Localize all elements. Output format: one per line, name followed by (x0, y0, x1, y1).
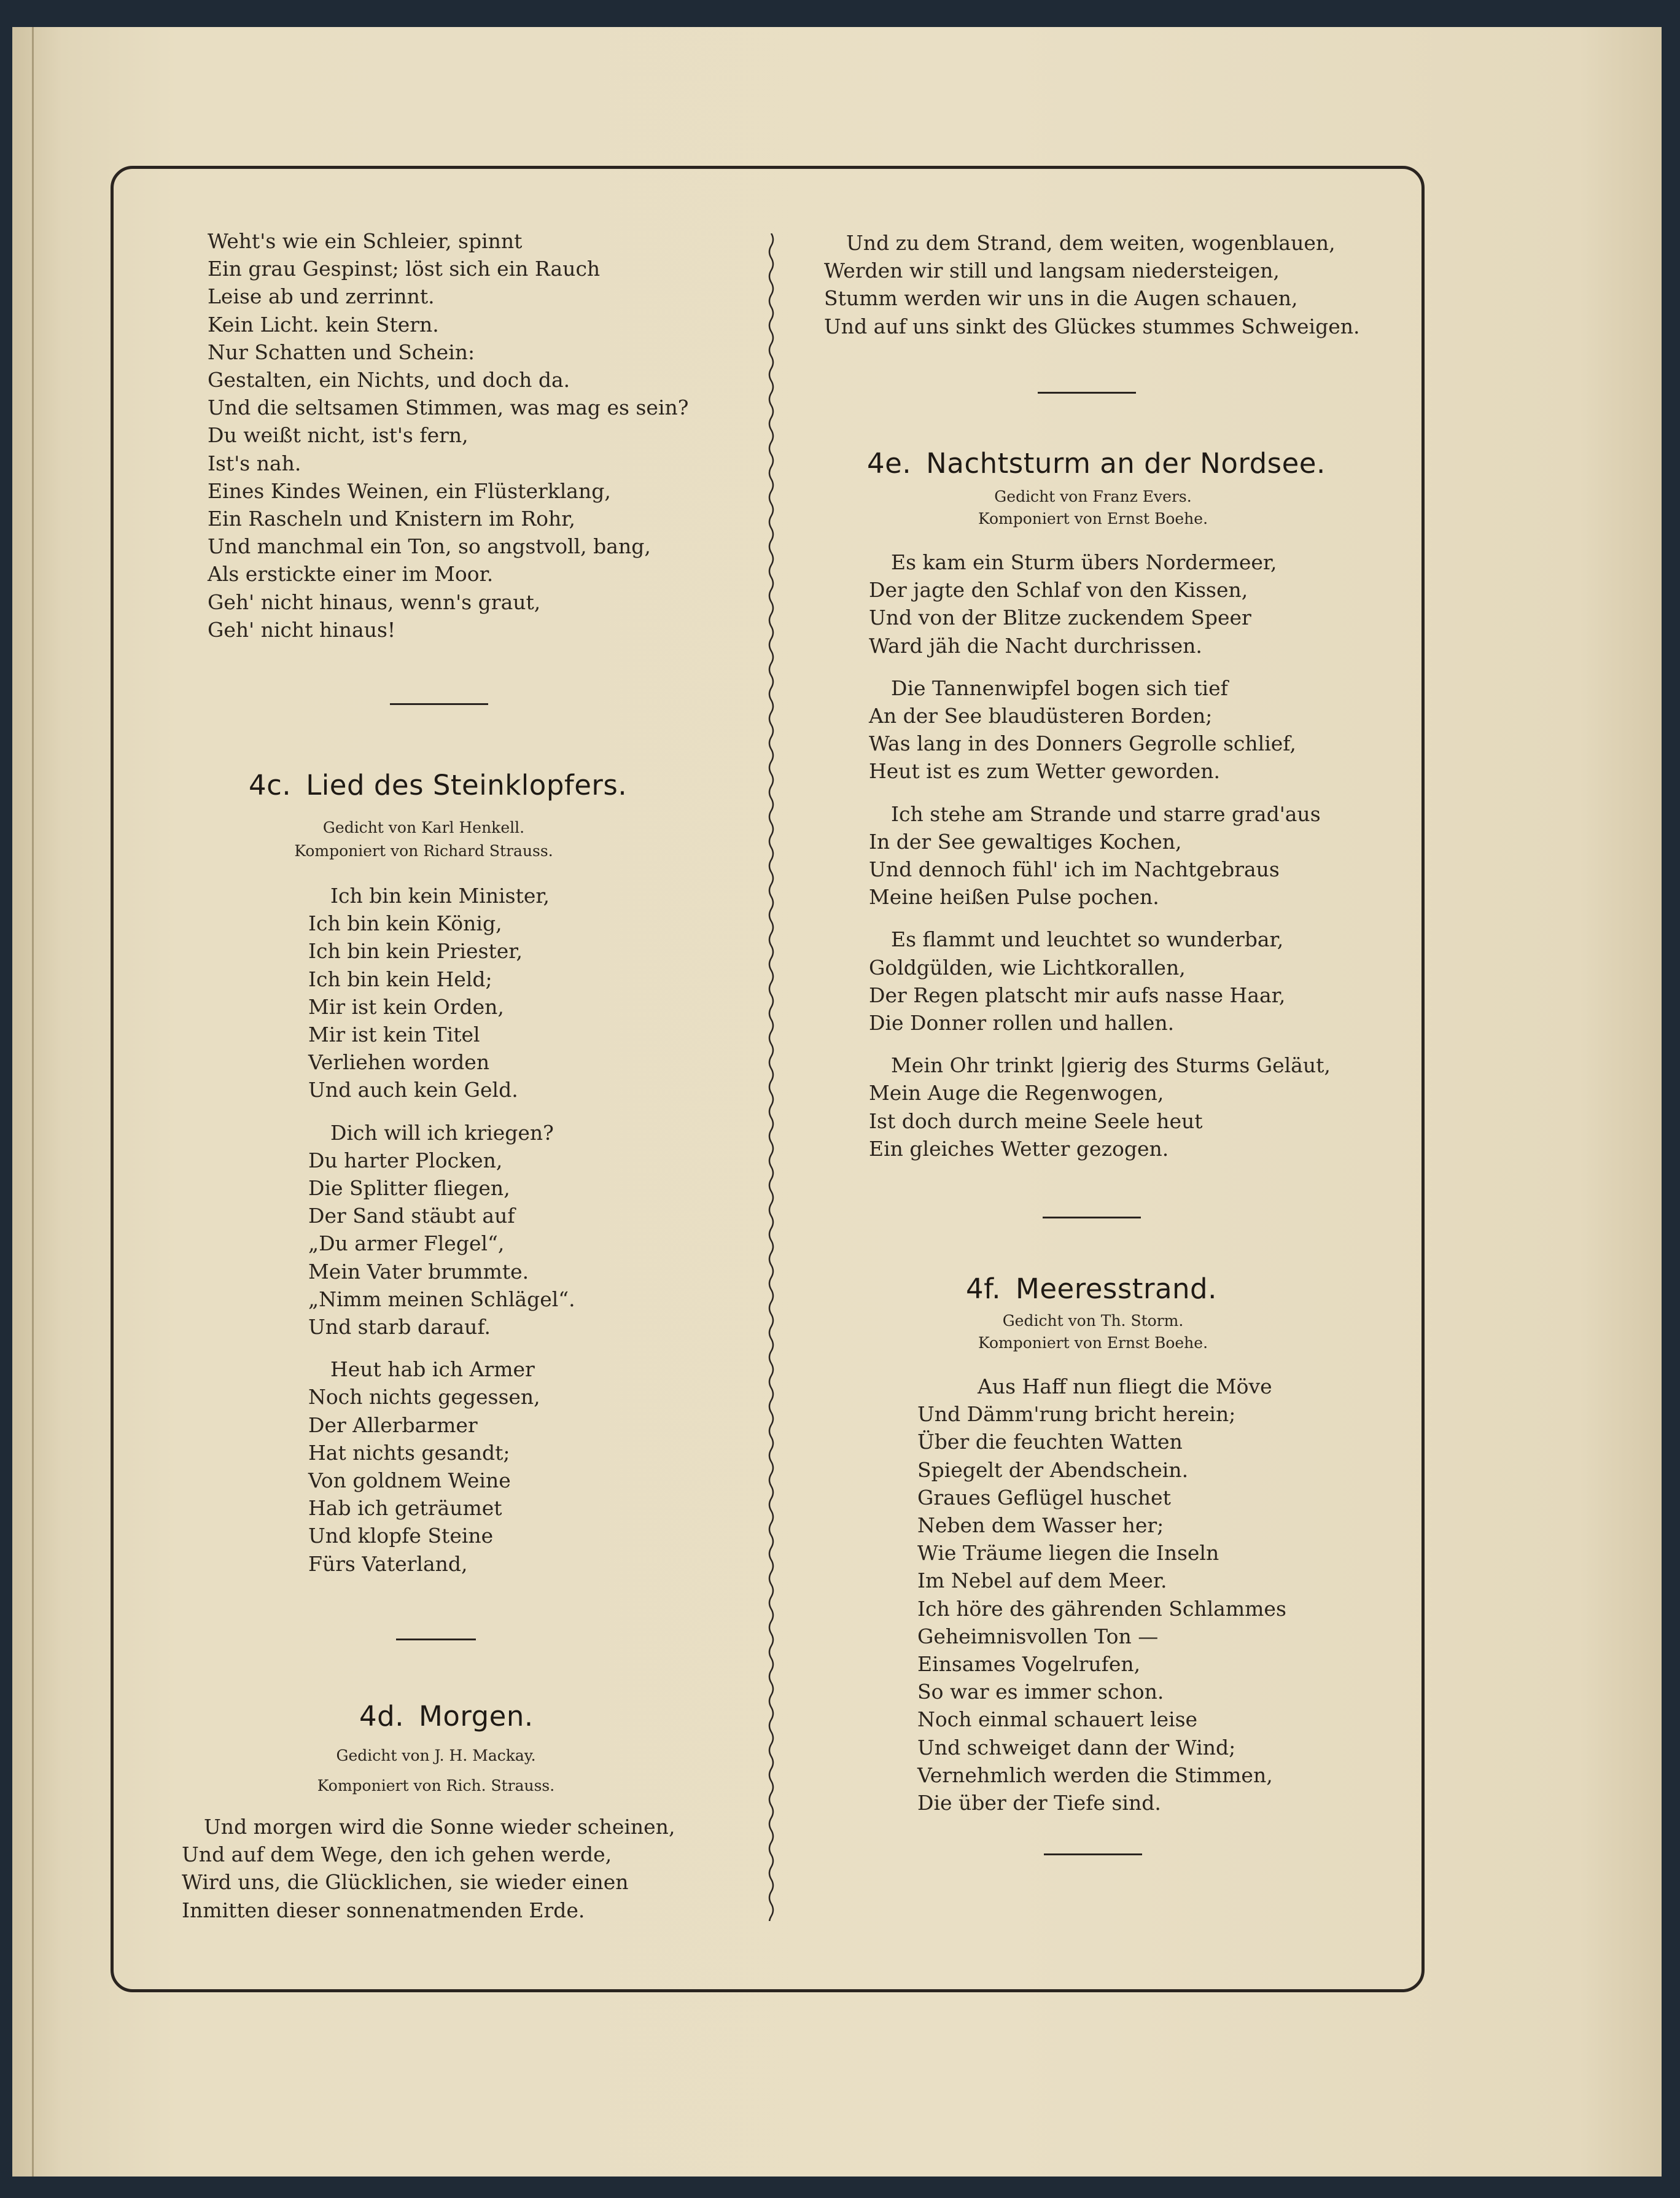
poem-line: Und schweiget dann der Wind; (917, 1735, 1236, 1760)
poem-credit: Gedicht von Th. Storm. (1002, 1312, 1184, 1330)
poem-line: Mir ist kein Orden, (308, 994, 504, 1019)
poem-line: „Du armer Flegel“, (308, 1231, 505, 1256)
poem-credit: Gedicht von Franz Evers. (994, 488, 1192, 505)
poem-line: Mein Vater brummte. (308, 1259, 529, 1284)
stanza (869, 800, 1331, 911)
poem-line: Ich bin kein Held; (308, 967, 492, 991)
poem-line: Kein Licht. kein Stern. (208, 312, 439, 337)
poem-line: Spiegelt der Abendschein. (917, 1457, 1189, 1482)
song-4d-text (182, 1813, 675, 1924)
poem-line: Noch einmal schauert leise (917, 1707, 1198, 1732)
poem-line: Inmitten dieser sonnenatmenden Erde. (182, 1898, 585, 1922)
right-continuation (824, 229, 1359, 340)
poem-line: Eines Kindes Weinen, ein Flüsterklang, (208, 478, 611, 503)
stanza (869, 926, 1331, 1037)
stanza (869, 674, 1331, 785)
poem-line: Ein grau Gespinst; löst sich ein Rauch (208, 257, 601, 281)
poem-line: Und die seltsamen Stimmen, was mag es sein? (208, 396, 689, 420)
poem-line: Ich höre des gährenden Schlammes (917, 1596, 1286, 1621)
poem-line: Der Allerbarmer (308, 1413, 478, 1437)
song-title: Meeresstrand. (1016, 1272, 1217, 1305)
song-number: 4e. (867, 447, 912, 480)
poem-line: So war es immer schon. (917, 1680, 1164, 1704)
song-4e-text (869, 548, 1331, 1177)
section-rule (1044, 1853, 1142, 1855)
composer-credit: Komponiert von Richard Strauss. (294, 842, 553, 860)
poem-line: Geheimnisvollen Ton — (917, 1624, 1159, 1648)
poem-line: Der Sand stäubt auf (308, 1204, 515, 1228)
song-number: 4d. (359, 1700, 404, 1732)
stanza (308, 882, 575, 1104)
stanza (308, 1355, 575, 1578)
poem-line: Du harter Plocken, (308, 1148, 503, 1172)
poem-line: „Nimm meinen Schlägel“. (308, 1287, 575, 1311)
poem-line: Es kam ein Sturm übers Nordermeer, (891, 550, 1277, 574)
stanza (869, 1051, 1331, 1163)
poem-line: Und klopfe Steine (308, 1524, 494, 1548)
poem-line: Ich bin kein Priester, (308, 939, 523, 964)
poem-line: Ward jäh die Nacht durchrissen. (869, 633, 1202, 658)
poem-credit: Gedicht von J. H. Mackay. (336, 1747, 536, 1764)
stanza (308, 1119, 575, 1341)
poem-line: Von goldnem Weine (308, 1468, 511, 1493)
poem-line: Geh' nicht hinaus, wenn's graut, (208, 590, 541, 614)
poem-line: Ein gleiches Wetter gezogen. (869, 1136, 1169, 1161)
poem-line: Verliehen worden (308, 1050, 490, 1075)
poem-line: Leise ab und zerrinnt. (208, 284, 435, 309)
poem-line: Hab ich geträumet (308, 1496, 502, 1521)
poem-line: Hat nichts gesandt; (308, 1440, 510, 1465)
poem-line: Goldgülden, wie Lichtkorallen, (869, 955, 1186, 980)
song-heading-4c (249, 769, 627, 801)
poem-line: Der jagte den Schlaf von den Kissen, (869, 578, 1248, 602)
poem-line: Graues Geflügel huschet (917, 1485, 1171, 1510)
poem-line: Die Donner rollen und hallen. (869, 1011, 1175, 1035)
poem-line: Und dennoch fühl' ich im Nachtgebraus (869, 857, 1280, 882)
section-rule (390, 703, 488, 705)
poem-line: Ich bin kein König, (308, 911, 502, 936)
stanza (869, 548, 1331, 660)
poem-line: Heut ist es zum Wetter geworden. (869, 759, 1220, 784)
poem-credit: Gedicht von Karl Henkell. (322, 819, 525, 836)
poem-line: Ich bin kein Minister, (330, 884, 550, 908)
song-title: Nachtsturm an der Nordsee. (926, 447, 1326, 480)
song-4f-text (917, 1373, 1286, 1817)
poem-line: Mein Auge die Regenwogen, (869, 1081, 1164, 1105)
composer-credit: Komponiert von Ernst Boehe. (978, 1334, 1208, 1352)
poem-line: Ist doch durch meine Seele heut (869, 1109, 1203, 1133)
song-heading-4f (966, 1272, 1217, 1305)
poem-line: Mir ist kein Titel (308, 1023, 480, 1047)
poem-line: Vernehmlich werden die Stimmen, (917, 1763, 1273, 1787)
section-rule (1038, 392, 1136, 394)
poem-line: Und starb darauf. (308, 1315, 491, 1339)
poem-line: Fürs Vaterland, (308, 1551, 468, 1576)
poem-line: Ich stehe am Strande und starre grad'aus (891, 801, 1321, 826)
song-title: Lied des Steinklopfers. (306, 769, 628, 801)
binding-edge (32, 27, 34, 2177)
poem-line: An der See blaudüsteren Borden; (869, 704, 1213, 728)
poem-line: Und auch kein Geld. (308, 1078, 518, 1102)
poem-line: In der See gewaltiges Kochen, (869, 829, 1182, 854)
poem-line: Ein Rascheln und Knistern im Rohr, (208, 507, 575, 531)
poem-line: Weht's wie ein Schleier, spinnt (208, 229, 523, 253)
poem-line: Es flammt und leuchtet so wunderbar, (891, 927, 1284, 952)
poem-line: Und manchmal ein Ton, so angstvoll, bang, (208, 534, 651, 559)
poem-line: Dich will ich kriegen? (330, 1120, 554, 1145)
poem-line: Und von der Blitze zuckendem Speer (869, 606, 1251, 630)
song-number: 4f. (966, 1272, 1001, 1305)
poem-line: Aus Haff nun fliegt die Möve (978, 1374, 1272, 1398)
poem-line: Nur Schatten und Schein: (208, 340, 475, 364)
poem-line: Meine heißen Pulse pochen. (869, 885, 1159, 910)
poem-line: Einsames Vogelrufen, (917, 1652, 1141, 1677)
column-divider (765, 233, 777, 1921)
poem-line: Du weißt nicht, ist's fern, (208, 423, 469, 448)
song-4c-text (308, 882, 575, 1592)
poem-line: Gestalten, ein Nichts, und doch da. (208, 368, 570, 392)
poem-line: Und Dämm'rung bricht herein; (917, 1402, 1236, 1427)
poem-line: Die Tannenwipfel bogen sich tief (891, 676, 1228, 700)
poem-line: Ist's nah. (208, 451, 301, 475)
poem-line: Und zu dem Strand, dem weiten, wogenblauen, (846, 231, 1336, 255)
poem-line: Die über der Tiefe sind. (917, 1791, 1161, 1815)
poem-line: Über die feuchten Watten (917, 1430, 1183, 1454)
poem-line: Heut hab ich Armer (330, 1357, 535, 1382)
poem-line: Was lang in des Donners Gegrolle schlief, (869, 731, 1296, 756)
section-rule (396, 1639, 476, 1640)
left-continuation (208, 227, 688, 644)
song-title: Morgen. (419, 1700, 534, 1732)
poem-line: Geh' nicht hinaus! (208, 617, 396, 642)
poem-line: Und morgen wird die Sonne wieder scheinen, (204, 1815, 675, 1839)
poem-line: Wird uns, die Glücklichen, sie wieder einen (182, 1870, 629, 1895)
song-heading-4d (359, 1700, 534, 1732)
song-number: 4c. (249, 769, 292, 801)
poem-line: Wie Träume liegen die Inseln (917, 1541, 1219, 1565)
section-rule (1043, 1217, 1141, 1218)
song-heading-4e (867, 447, 1326, 480)
poem-line: Werden wir still und langsam niedersteigen, (824, 259, 1280, 283)
poem-line: Stumm werden wir uns in die Augen schauen, (824, 286, 1298, 311)
poem-line: Im Nebel auf dem Meer. (917, 1569, 1167, 1593)
poem-line: Mein Ohr trinkt |gierig des Sturms Geläut, (891, 1053, 1331, 1078)
poem-line: Die Splitter fliegen, (308, 1176, 510, 1201)
poem-line: Der Regen platscht mir aufs nasse Haar, (869, 983, 1286, 1007)
poem-line: Als erstickte einer im Moor. (208, 562, 494, 587)
composer-credit: Komponiert von Rich. Strauss. (317, 1777, 555, 1795)
poem-line: Und auf dem Wege, den ich gehen werde, (182, 1842, 612, 1867)
composer-credit: Komponiert von Ernst Boehe. (978, 510, 1208, 528)
poem-line: Noch nichts gegessen, (308, 1385, 540, 1409)
poem-line: Und auf uns sinkt des Glückes stummes Schweigen. (824, 314, 1360, 338)
poem-line: Neben dem Wasser her; (917, 1513, 1164, 1538)
